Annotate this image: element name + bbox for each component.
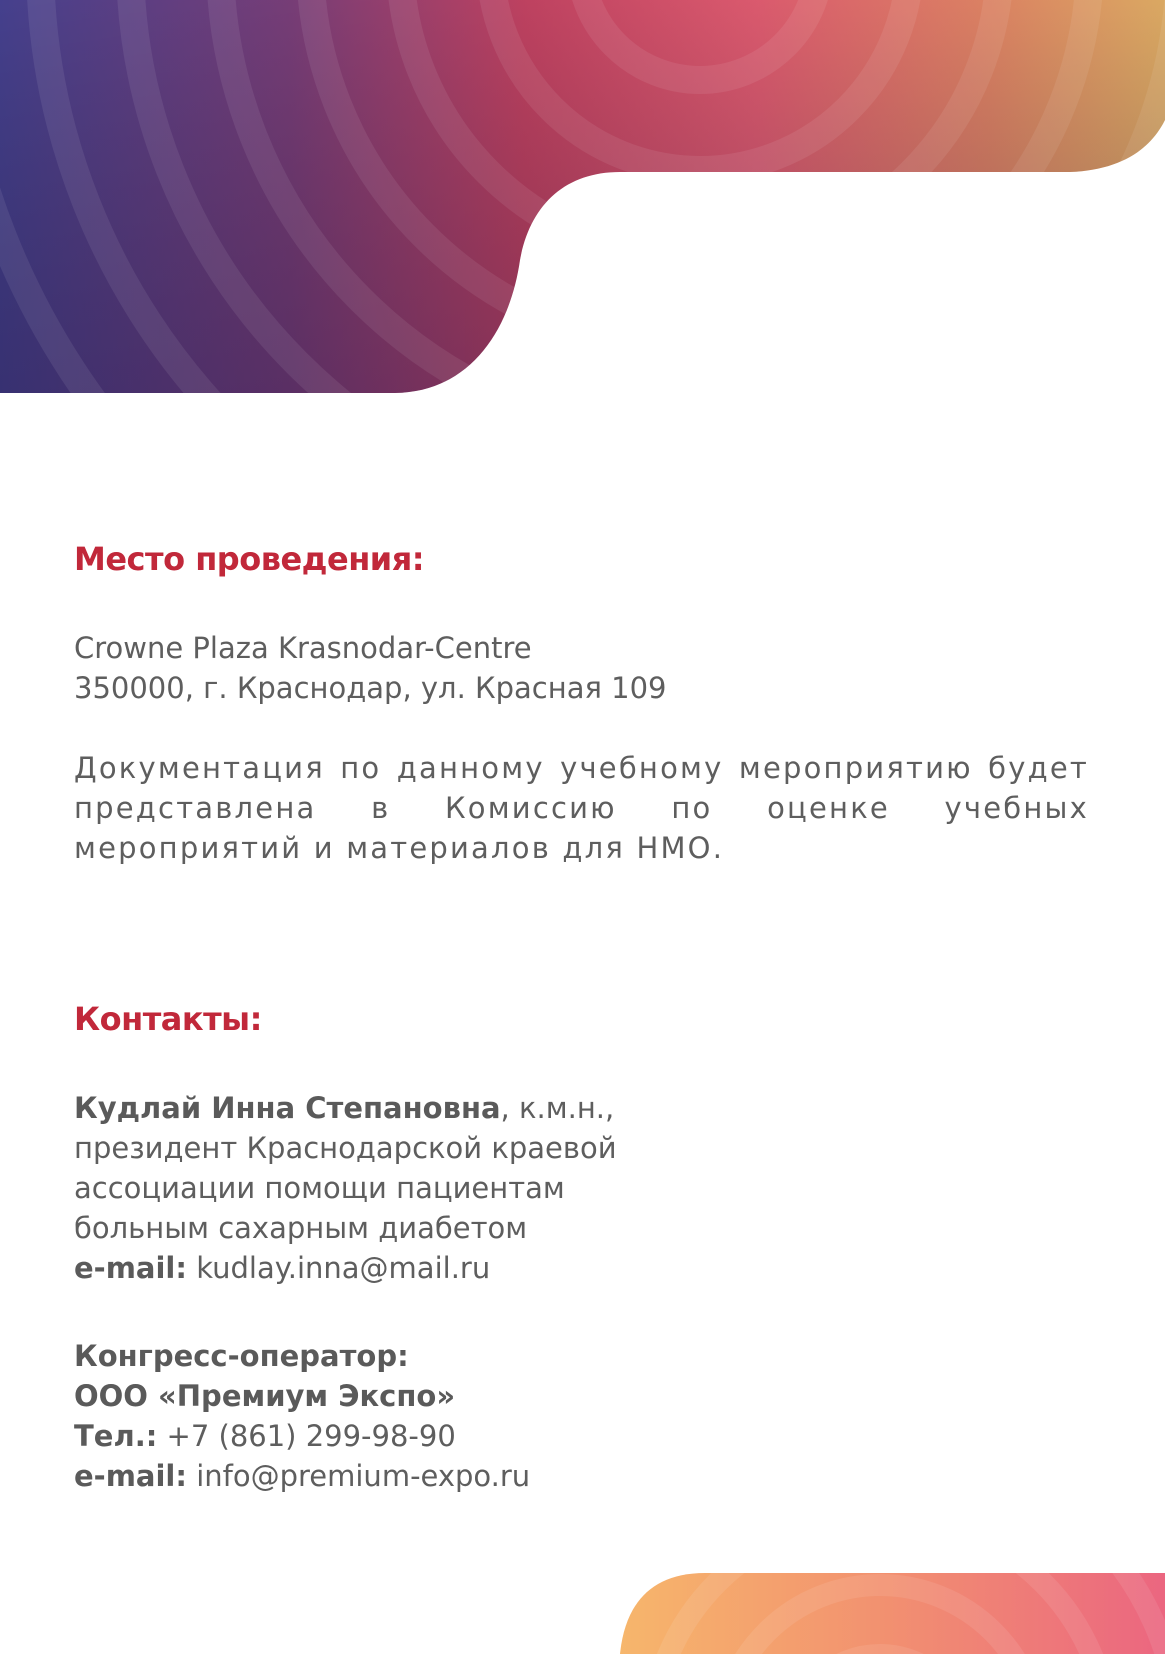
contact-person-name: Кудлай Инна Степановна — [74, 1091, 501, 1125]
documentation-note: Документация по данному учебному мероприятию будет представлена в Комиссию по оценке учебных мероприятий и материалов для НМО. — [74, 751, 1089, 865]
contact-person-email[interactable]: kudlay.inna@mail.ru — [186, 1251, 491, 1285]
operator-label: Конгресс-оператор: — [74, 1339, 409, 1373]
operator-phone-row — [74, 1416, 456, 1456]
contacts-heading: Контакты: — [74, 1000, 262, 1038]
top-gradient-wave — [0, 0, 1165, 400]
venue-address: 350000, г. Краснодар, ул. Красная 109 — [74, 671, 667, 705]
bottom-gradient-wave — [0, 1565, 1165, 1654]
venue-hotel: Crowne Plaza Krasnodar-Centre — [74, 631, 532, 665]
operator-phone[interactable]: +7 (861) 299-98-90 — [157, 1419, 456, 1453]
contact-role-line: ассоциации помощи пациентам — [74, 1171, 565, 1205]
contact-person-degree: , к.м.н., — [500, 1091, 615, 1125]
operator-name: ООО «Премиум Экспо» — [74, 1379, 456, 1413]
operator-label-row — [74, 1336, 409, 1376]
operator-name-row — [74, 1376, 455, 1416]
email-label: e-mail: — [74, 1251, 187, 1285]
operator-email-row — [74, 1456, 530, 1496]
contact-person-email-row — [74, 1248, 490, 1288]
operator-email[interactable]: info@premium-expo.ru — [186, 1459, 531, 1493]
phone-label: Тел.: — [74, 1419, 158, 1453]
venue-heading: Место проведения: — [74, 540, 425, 578]
email-label: e-mail: — [74, 1459, 187, 1493]
contact-person — [74, 1088, 614, 1128]
contact-role-line: президент Краснодарской краевой — [74, 1131, 617, 1165]
contact-role-line: больным сахарным диабетом — [74, 1211, 528, 1245]
